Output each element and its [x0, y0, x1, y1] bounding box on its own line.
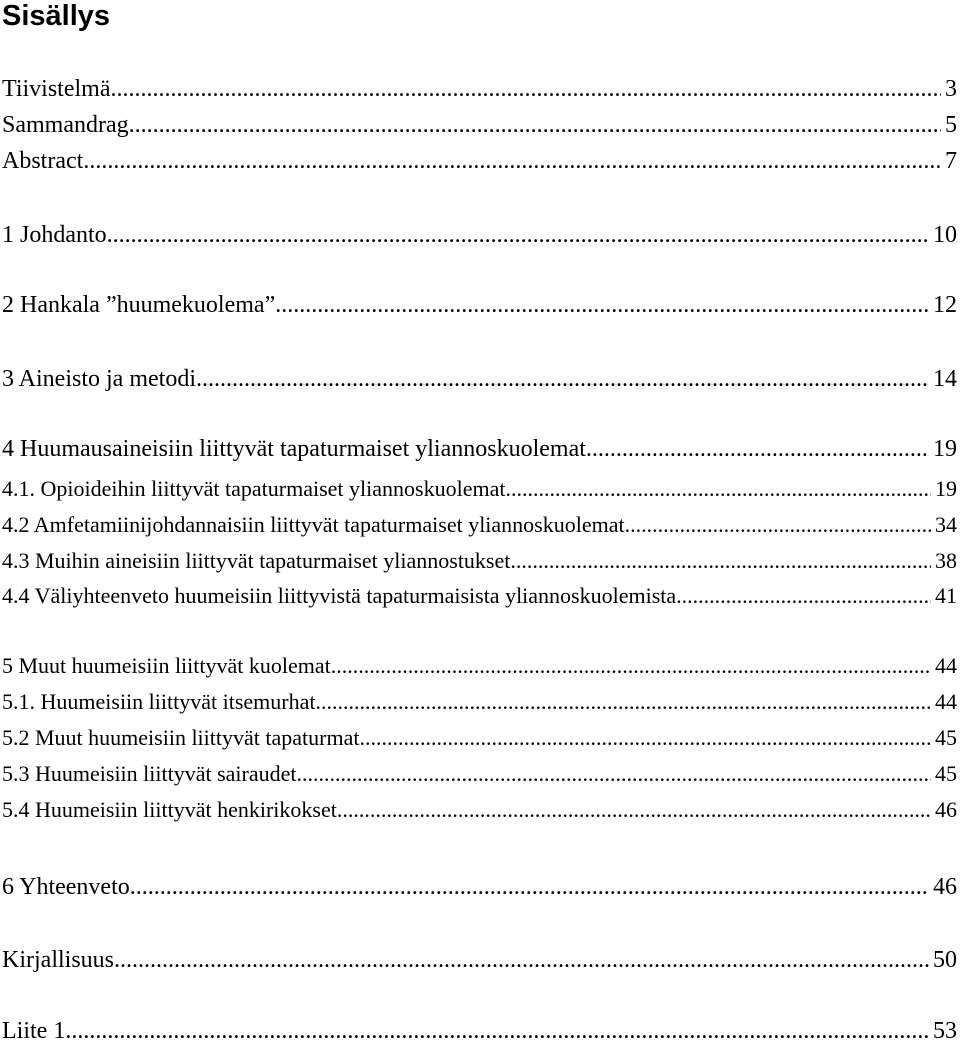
toc-entry-page-number: 14: [933, 366, 957, 392]
toc-entry-label: 5 Muut huumeisiin liittyvät kuolemat: [2, 653, 331, 678]
toc-entry-label: 4.1. Opioideihin liittyvät tapaturmaiset yliannoskuolemat: [2, 476, 506, 501]
toc-dot-leader: [510, 545, 931, 577]
toc-dot-leader: [130, 871, 929, 903]
toc-entry-page-number: 44: [935, 689, 957, 714]
toc-entry-section-4-1[interactable]: [2, 473, 957, 505]
toc-dot-leader: [331, 650, 931, 682]
toc-entry-chapter-4[interactable]: [2, 433, 957, 465]
toc-entry-section-5-4[interactable]: [2, 794, 957, 826]
toc-entry-label: Sammandrag: [2, 112, 129, 138]
toc-entry-label: 5.2 Muut huumeisiin liittyvät tapaturmat: [2, 725, 360, 750]
toc-dot-leader: [114, 944, 929, 976]
toc-entry-label: 4.2 Amfetamiinijohdannaisiin liittyvät tapaturmaiset yliannoskuolemat: [2, 512, 625, 537]
toc-entry-page-number: 19: [935, 476, 957, 501]
toc-entry-page-number: 53: [933, 1018, 957, 1044]
toc-entry-chapter-5[interactable]: [2, 650, 957, 682]
toc-dot-leader: [625, 509, 931, 541]
toc-entry-sammandrag[interactable]: [2, 109, 957, 141]
toc-entry-label: 2 Hankala ”huumekuolema”: [2, 292, 276, 318]
toc-entry-label: 4.4 Väliyhteenveto huumeisiin liittyvistä tapaturmaisista yliannoskuolemista: [2, 583, 677, 608]
toc-entry-label: Tiivistelmä: [2, 76, 111, 102]
toc-entry-aineisto-ja-metodi[interactable]: [2, 363, 957, 395]
toc-dot-leader: [196, 363, 929, 395]
toc-dot-leader: [676, 580, 931, 612]
toc-entry-abstract[interactable]: [2, 145, 957, 177]
toc-dot-leader: [65, 1015, 929, 1047]
page-title: Sisällys: [2, 0, 111, 32]
toc-entry-page-number: 46: [933, 874, 957, 900]
toc-entry-hankala-huumekuolema[interactable]: [2, 289, 957, 321]
toc-entry-section-5-3[interactable]: [2, 758, 957, 790]
toc-entry-section-4-3[interactable]: [2, 545, 957, 577]
toc-entry-page-number: 34: [935, 512, 957, 537]
toc-dot-leader: [110, 73, 941, 105]
toc-entry-page-number: 44: [935, 653, 957, 678]
toc-entry-page-number: 45: [935, 761, 957, 786]
toc-entry-section-5-1[interactable]: [2, 686, 957, 718]
toc-dot-leader: [586, 433, 929, 465]
toc-entry-page-number: 7: [945, 148, 957, 174]
toc-entry-page-number: 10: [933, 222, 957, 248]
toc-entry-label: 5.1. Huumeisiin liittyvät itsemurhat: [2, 689, 316, 714]
toc-entry-label: 5.3 Huumeisiin liittyvät sairaudet: [2, 761, 297, 786]
toc-entry-page-number: 46: [935, 797, 957, 822]
toc-entry-label: Liite 1: [2, 1018, 66, 1044]
toc-dot-leader: [83, 145, 941, 177]
toc-entry-liite-1[interactable]: [2, 1015, 957, 1047]
toc-entry-page-number: 41: [935, 583, 957, 608]
toc-dot-leader: [359, 722, 931, 754]
toc-dot-leader: [337, 794, 931, 826]
toc-dot-leader: [129, 109, 941, 141]
toc-entry-page-number: 5: [945, 112, 957, 138]
toc-dot-leader: [107, 219, 929, 251]
toc-entry-page-number: 38: [935, 548, 957, 573]
toc-entry-label: 4.3 Muihin aineisiin liittyvät tapaturmaiset yliannostukset: [2, 548, 511, 573]
toc-entry-section-4-2[interactable]: [2, 509, 957, 541]
toc-entry-label: Abstract: [2, 148, 84, 174]
toc-entry-label: Kirjallisuus: [2, 947, 114, 973]
toc-dot-leader: [275, 289, 929, 321]
toc-entry-yhteenveto[interactable]: [2, 871, 957, 903]
toc-entry-label: 1 Johdanto: [2, 222, 107, 248]
toc-entry-label: 3 Aineisto ja metodi: [2, 366, 196, 392]
toc-entry-johdanto[interactable]: [2, 219, 957, 251]
toc-entry-label: 6 Yhteenveto: [2, 874, 130, 900]
toc-entry-page-number: 19: [933, 436, 957, 462]
toc-entry-tiivistelma[interactable]: [2, 73, 957, 105]
toc-entry-section-5-2[interactable]: [2, 722, 957, 754]
toc-dot-leader: [297, 758, 931, 790]
toc-entry-page-number: 45: [935, 725, 957, 750]
toc-entry-page-number: 50: [933, 947, 957, 973]
toc-entry-kirjallisuus[interactable]: [2, 944, 957, 976]
toc-entry-section-4-4[interactable]: [2, 580, 957, 612]
toc-entry-label: 4 Huumausaineisiin liittyvät tapaturmaiset yliannoskuolemat: [2, 436, 586, 462]
toc-entry-page-number: 3: [945, 76, 957, 102]
toc-entry-label: 5.4 Huumeisiin liittyvät henkirikokset: [2, 797, 337, 822]
toc-dot-leader: [315, 686, 931, 718]
toc-entry-page-number: 12: [933, 292, 957, 318]
toc-dot-leader: [505, 473, 931, 505]
